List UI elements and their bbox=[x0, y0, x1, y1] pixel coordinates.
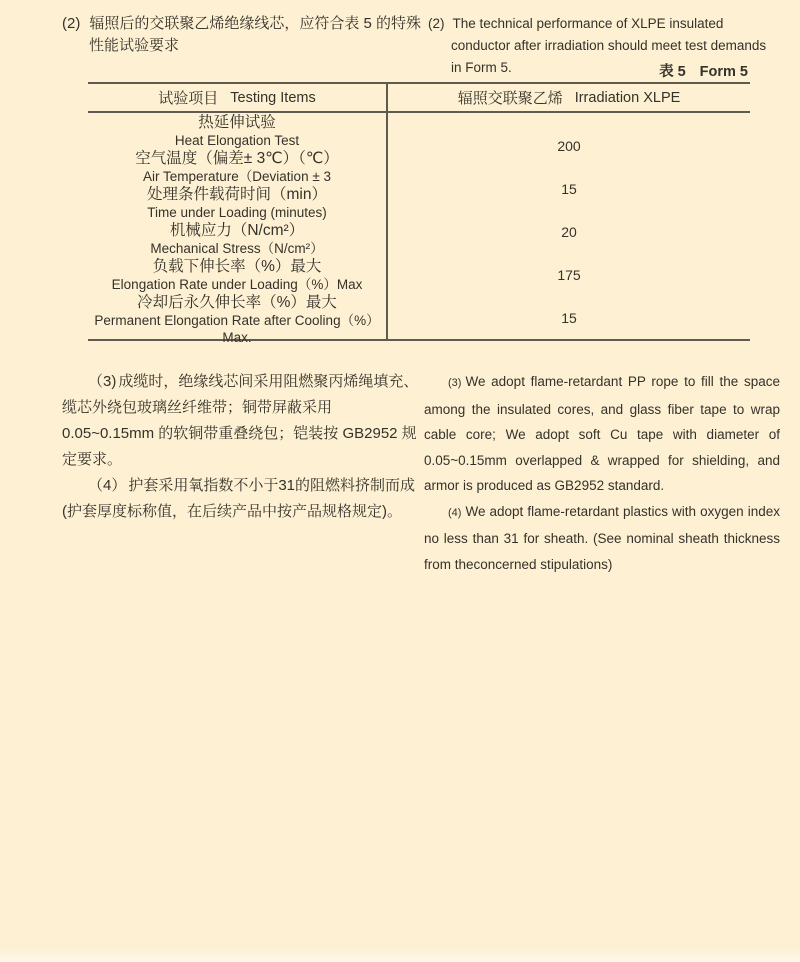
clause-number: (4) bbox=[448, 506, 462, 519]
notes-en bbox=[424, 369, 780, 577]
note-paragraph-cn bbox=[62, 369, 422, 473]
row-label-cn: 热延伸试验 bbox=[198, 114, 276, 131]
row-label-cn: 负载下伸长率（%）最大 bbox=[152, 258, 322, 275]
notes-cn bbox=[62, 369, 422, 525]
table-caption-cn: 表 5 bbox=[659, 64, 686, 80]
table-header-testing-items bbox=[88, 84, 388, 111]
header-cn: 辐照交联聚乙烯 bbox=[457, 90, 563, 107]
table-row bbox=[88, 185, 386, 221]
page-bottom-edge bbox=[0, 948, 800, 962]
note-text-cn: 护套采用氧指数不小于31的阻燃料挤制而成(护套厚度标称值，在后续产品中按产品规格规定)。 bbox=[62, 477, 416, 520]
note-text-en: We adopt flame-retardant plastics with oxygen index no less than 31 for sheath. (See nominal sheath thickness from theconcerned stipulations) bbox=[424, 503, 780, 572]
intro-paragraph-cn bbox=[62, 13, 422, 56]
row-label-en: Mechanical Stress（N/cm²） bbox=[150, 241, 324, 256]
header-en: Testing Items bbox=[230, 89, 316, 106]
table-body bbox=[88, 113, 750, 345]
row-label-cn: 冷却后永久伸长率（%）最大 bbox=[137, 294, 337, 311]
clause-number: （4） bbox=[88, 477, 127, 494]
table-value: 175 bbox=[557, 266, 581, 283]
intro-text-cn: 辐照后的交联聚乙烯绝缘线芯，应符合表 5 的特殊性能试验要求 bbox=[89, 15, 422, 54]
row-label-en: Permanent Elongation Rate after Cooling（%）Max. bbox=[94, 313, 380, 345]
row-label-en: Heat Elongation Test bbox=[174, 133, 300, 148]
table-caption-en: Form 5 bbox=[699, 64, 748, 80]
header-en: Irradiation XLPE bbox=[574, 89, 681, 106]
table-value: 20 bbox=[561, 223, 577, 240]
row-label-en: Time under Loading (minutes) bbox=[147, 205, 327, 220]
table-value: 200 bbox=[557, 138, 581, 155]
clause-number: (2) bbox=[428, 16, 445, 31]
row-label-cn: 机械应力（N/cm²） bbox=[169, 222, 305, 239]
spec-table bbox=[88, 82, 750, 345]
values-column bbox=[388, 113, 750, 339]
clause-number: （3) bbox=[88, 373, 117, 390]
table-row bbox=[88, 293, 386, 346]
note-text-en: We adopt flame-retardant PP rope to fill the space among the insulated cores, and glass fiber tape to wrap cable core; We adopt soft Cu tape with diameter of 0.05~0.15mm overlapped & wrapped for shielding, and armor is produced as GB2952 standard. bbox=[424, 374, 780, 493]
note-text-cn: 成缆时，绝缘线芯间采用阻燃聚丙烯绳填充、缆芯外绕包玻璃丝纤维带；铜带屏蔽采用 0.05~0.15mm 的软铜带重叠绕包；铠装按 GB2952 规定要求。 bbox=[62, 373, 419, 468]
table-row bbox=[88, 113, 386, 149]
table-header-row bbox=[88, 84, 750, 113]
note-paragraph-cn bbox=[62, 473, 422, 525]
table-row bbox=[88, 221, 386, 257]
row-label-en: Air Temperature（Deviation ± 3 bbox=[143, 169, 331, 184]
clause-number: (2) bbox=[62, 15, 81, 32]
clause-number: (3) bbox=[448, 377, 462, 389]
row-label-cn: 处理条件载荷时间（min） bbox=[147, 186, 327, 203]
table-row bbox=[88, 149, 386, 185]
row-label-en: Elongation Rate under Loading（%）Max bbox=[111, 277, 363, 292]
table-row bbox=[88, 257, 386, 293]
table-header-irradiation-xlpe bbox=[388, 84, 750, 111]
header-cn: 试验项目 bbox=[158, 90, 219, 107]
table-value: 15 bbox=[561, 181, 577, 198]
note-paragraph-en bbox=[424, 499, 780, 578]
row-label-cn: 空气温度（偏差± 3℃）（℃） bbox=[135, 150, 339, 167]
intro-text-en: The technical performance of XLPE insulated conductor after irradiation should meet test demands in Form 5. bbox=[451, 16, 767, 75]
note-paragraph-en bbox=[424, 369, 780, 499]
table-value: 15 bbox=[561, 309, 577, 326]
testing-items-column bbox=[88, 113, 388, 345]
table-caption bbox=[88, 60, 748, 81]
